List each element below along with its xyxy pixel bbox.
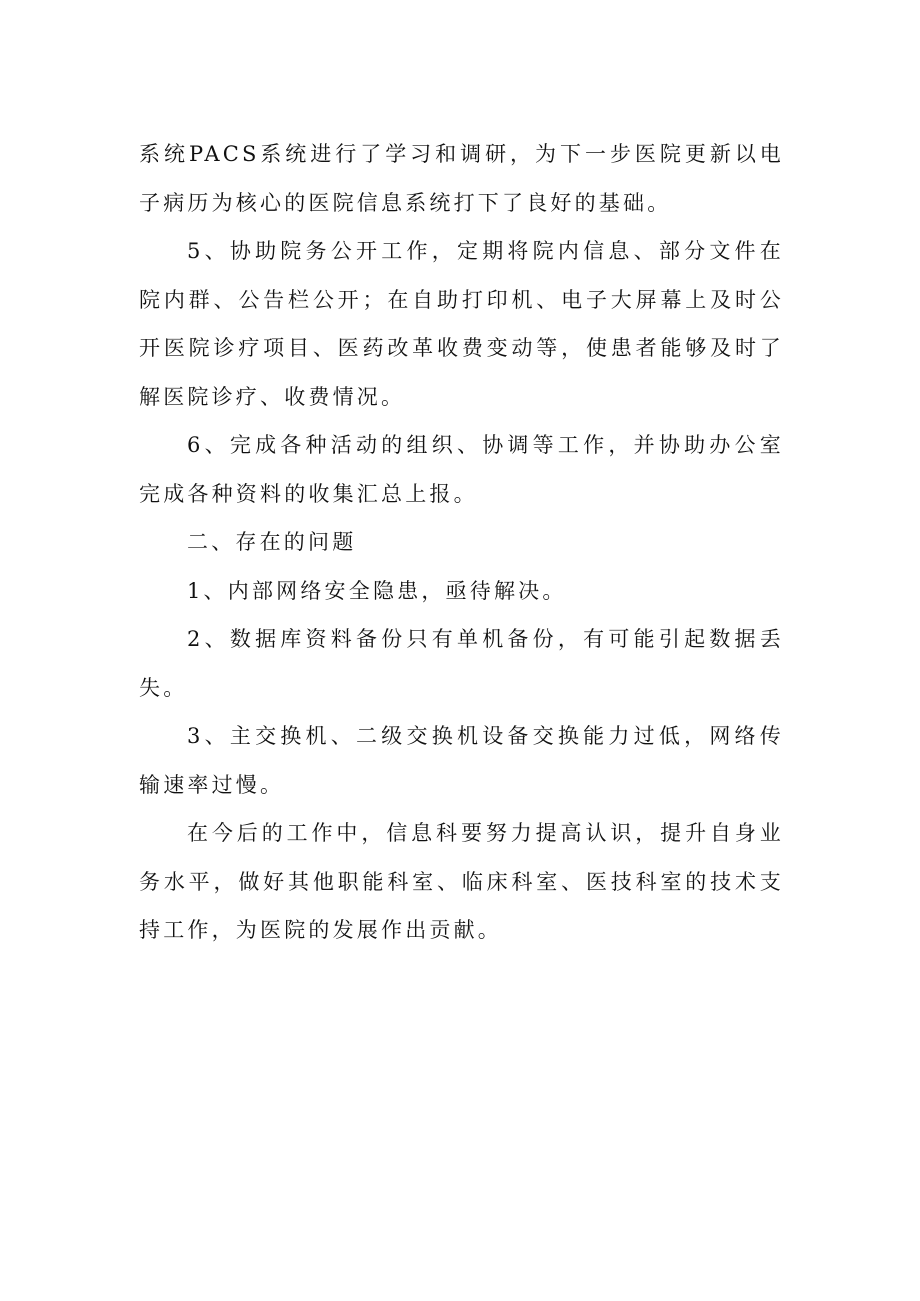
paragraph-issue-1: 1、内部网络安全隐患，亟待解决。 (187, 578, 567, 603)
paragraph-issue-3: 3、主交换机、二级交换机设备交换能力过低，网络传输速率过慢。 (139, 724, 784, 797)
section-heading-problems: 二、存在的问题 (187, 530, 357, 554)
paragraph-conclusion: 在今后的工作中，信息科要努力提高认识，提升自身业务水平，做好其他职能科室、临床科室、医技科室的技术支持工作，为医院的发展作出贡献。 (139, 821, 784, 942)
paragraph-pacs-study: 系统PACS系统进行了学习和调研，为下一步医院更新以电子病历为核心的医院信息系统打下了良好的基础。 (139, 142, 784, 215)
paragraph-issue-2: 2、数据库资料备份只有单机备份，有可能引起数据丢失。 (139, 627, 784, 700)
paragraph-item-5: 5、协助院务公开工作，定期将院内信息、部分文件在院内群、公告栏公开；在自助打印机、电子大屏幕上及时公开医院诊疗项目、医药改革收费变动等，使患者能够及时了解医院诊疗、收费情况。 (139, 239, 784, 409)
paragraph-item-6: 6、完成各种活动的组织、协调等工作，并协助办公室完成各种资料的收集汇总上报。 (139, 433, 784, 506)
document-body (139, 130, 784, 955)
